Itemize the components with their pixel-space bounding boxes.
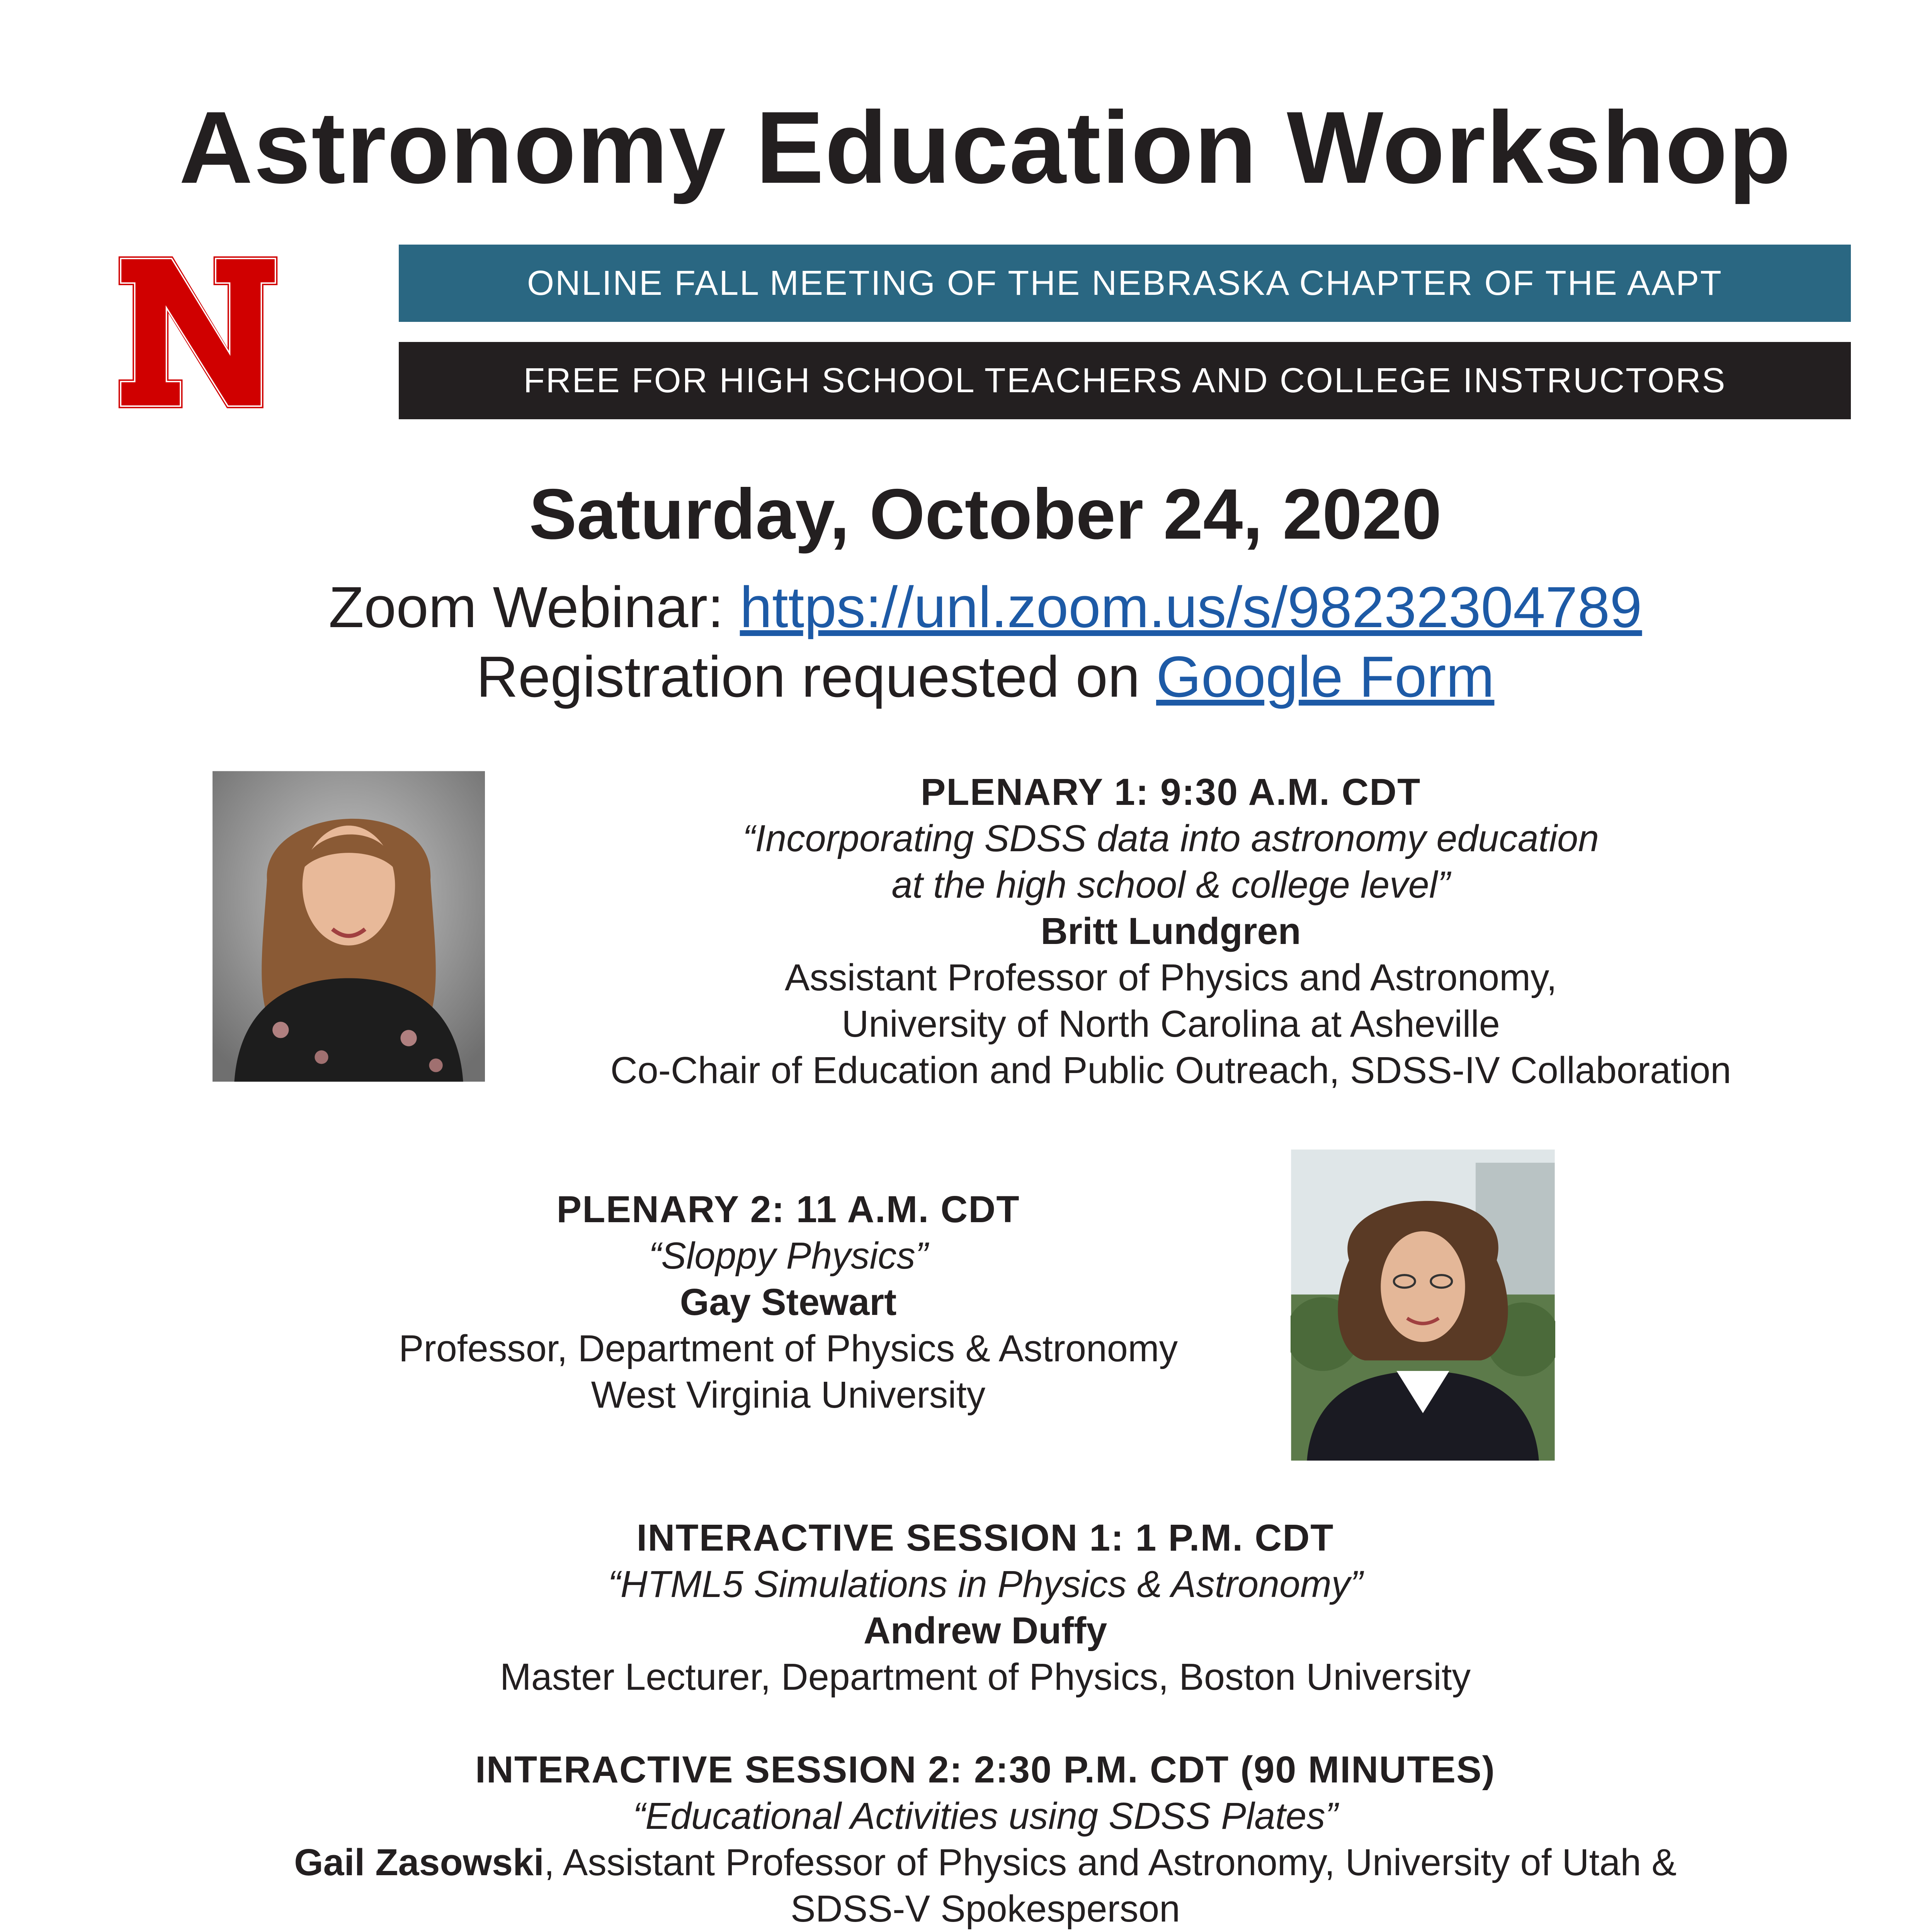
interactive-2-heading: INTERACTIVE SESSION 2: 2:30 P.M. CDT (90 MINUTES)	[475, 1748, 1496, 1791]
speaker-photo-lundgren	[213, 771, 485, 1082]
nebraska-n-logo	[110, 243, 286, 421]
plenary-2-heading: PLENARY 2: 11 A.M. CDT	[556, 1188, 1020, 1230]
plenary-1	[514, 769, 1828, 1094]
interactive-2-speaker1: Gail Zasowski	[294, 1841, 544, 1883]
plenary-2-affil-line1: Professor, Department of Physics & Astronomy	[398, 1327, 1178, 1369]
interactive-2	[0, 1747, 1932, 1932]
plenary-1-affil-line2: University of North Carolina at Asheville	[842, 1003, 1500, 1045]
zoom-line	[0, 574, 1932, 641]
google-form-link[interactable]: Google Form	[1156, 644, 1495, 709]
plenary-1-title-line2: at the high school & college level”	[891, 864, 1450, 906]
plenary-1-affil-line3: Co-Chair of Education and Public Outreach, SDSS-IV Collaboration	[610, 1049, 1731, 1091]
interactive-1-affil: Master Lecturer, Department of Physics, Boston University	[500, 1656, 1471, 1698]
plenary-2-title: “Sloppy Physics”	[648, 1235, 928, 1277]
meeting-banner: ONLINE FALL MEETING OF THE NEBRASKA CHAPTER OF THE AAPT	[399, 245, 1851, 322]
interactive-2-title: “Educational Activities using SDSS Plates”	[633, 1795, 1338, 1837]
interactive-1-speaker: Andrew Duffy	[863, 1609, 1107, 1651]
interactive-1-title: “HTML5 Simulations in Physics & Astronomy”	[608, 1563, 1363, 1605]
plenary-2	[317, 1186, 1260, 1418]
registration-label: Registration requested on	[476, 644, 1156, 709]
audience-banner: FREE FOR HIGH SCHOOL TEACHERS AND COLLEGE INSTRUCTORS	[399, 342, 1851, 419]
plenary-2-affil-line2: West Virginia University	[591, 1374, 986, 1416]
zoom-label: Zoom Webinar:	[328, 575, 740, 639]
plenary-2-speaker: Gay Stewart	[680, 1281, 897, 1323]
plenary-1-heading: PLENARY 1: 9:30 A.M. CDT	[920, 771, 1421, 813]
plenary-1-speaker: Britt Lundgren	[1041, 910, 1301, 952]
interactive-2-speaker1-line	[0, 1839, 1932, 1886]
interactive-1-heading: INTERACTIVE SESSION 1: 1 P.M. CDT	[636, 1517, 1334, 1559]
page-title: Astronomy Education Workshop	[179, 90, 1792, 205]
interactive-2-speaker1-affil-a: , Assistant Professor of Physics and Astronomy, University of Utah &	[544, 1841, 1677, 1883]
interactive-1	[0, 1515, 1932, 1700]
interactive-2-speaker1-affil-b: SDSS-V Spokesperson	[790, 1888, 1180, 1930]
plenary-1-title-line1: “Incorporating SDSS data into astronomy education	[742, 817, 1599, 859]
speaker-photo-stewart	[1291, 1150, 1555, 1461]
event-date: Saturday, October 24, 2020	[529, 474, 1442, 554]
registration-line	[0, 643, 1932, 710]
zoom-link[interactable]: https://unl.zoom.us/s/98232304789	[740, 575, 1642, 639]
plenary-1-affil-line1: Assistant Professor of Physics and Astronomy,	[784, 956, 1557, 998]
